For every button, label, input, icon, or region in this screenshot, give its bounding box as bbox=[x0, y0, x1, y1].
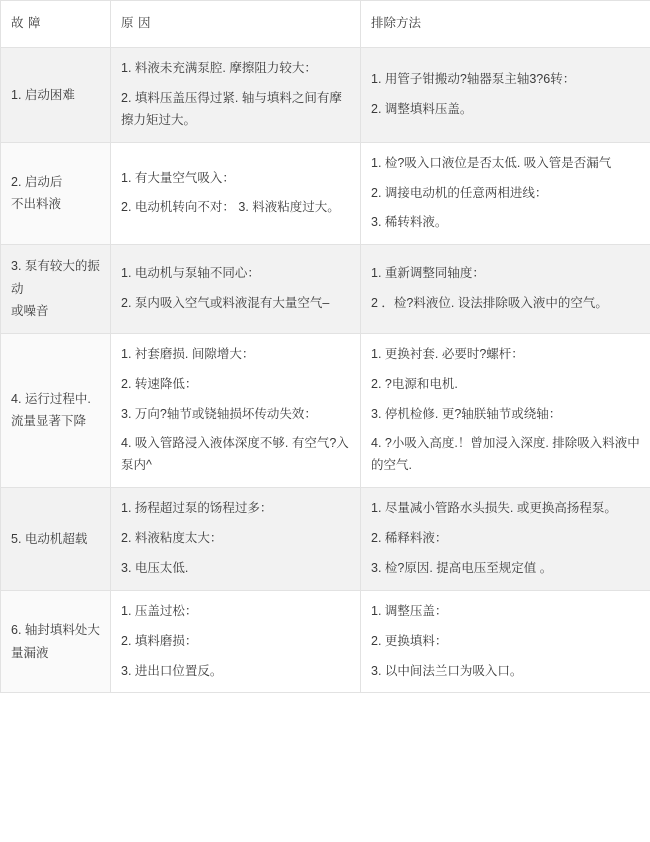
column-header-cause: 原 因 bbox=[111, 1, 361, 48]
fault-line: 4. 运行过程中. 流量显著下降 bbox=[11, 391, 91, 429]
cause-line: 4. 吸入管路浸入液体深度不够. 有空气?入泵内^ bbox=[121, 436, 349, 473]
remedy-line: 2. 调整填料压盖。 bbox=[371, 101, 473, 116]
cause-line: 1. 料液未充满泵腔. 摩擦阻力较大： bbox=[121, 61, 317, 75]
remedy-line: 2. 更换填料： bbox=[371, 633, 448, 648]
cause-line: 3. 进出口位置反。 bbox=[121, 663, 223, 678]
cell-fault bbox=[1, 488, 111, 591]
remedy-line: 3. 停机检修. 更?轴朕轴节或绕轴： bbox=[371, 406, 562, 421]
cause-line: 1. 电动机与泵轴不同心： bbox=[121, 266, 260, 281]
fault-line: 1. 启动困难 bbox=[11, 87, 75, 102]
table-row bbox=[1, 245, 650, 334]
cell-fault bbox=[1, 590, 111, 693]
remedy-line: 2. ?电源和电机. bbox=[371, 376, 458, 391]
fault-line: 或噪音 bbox=[11, 304, 49, 319]
fault-line: 不出料液 bbox=[11, 197, 62, 212]
cell-remedy bbox=[361, 488, 650, 591]
table-row bbox=[1, 48, 650, 143]
cell-fault bbox=[1, 333, 111, 487]
cause-line: 1. 衬套磨损. 间隙增大： bbox=[121, 346, 255, 361]
cause-line: 3. 电压太低. bbox=[121, 560, 189, 575]
cell-remedy bbox=[361, 333, 650, 487]
remedy-line: 1. 调整压盖： bbox=[371, 603, 448, 618]
cell-cause bbox=[111, 142, 361, 245]
cell-cause bbox=[111, 48, 361, 143]
column-header-remedy: 排除方法 bbox=[361, 1, 650, 48]
fault-line: 3. 泵有较大的振动 bbox=[11, 259, 100, 296]
cause-line: 3. 万向?轴节或铙轴损坏传动失效： bbox=[121, 406, 317, 421]
cause-line: 2. 填料压盖压得过紧. 轴与填料之间有摩擦力矩过大。 bbox=[121, 90, 342, 127]
cell-cause bbox=[111, 245, 361, 334]
remedy-line: 1. 更换衬套. 必要时?螺杆： bbox=[371, 346, 524, 361]
cause-line: 2. 泵内吸入空气或料液混有大量空气– bbox=[121, 296, 330, 310]
cause-line: 1. 扬程超过泵的饧程过多： bbox=[121, 501, 273, 516]
cell-cause bbox=[111, 590, 361, 693]
remedy-line: 1. 用管子钳搬动?轴器泵主轴3?6转： bbox=[371, 71, 576, 86]
remedy-line: 3. 检?原因. 提高电压至规定值 。 bbox=[371, 560, 553, 575]
cause-line: 2. 填料磨损： bbox=[121, 633, 198, 648]
cell-cause bbox=[111, 488, 361, 591]
remedy-line: 1. 尽量减小管路水头损失. 或更换高扬程泵。 bbox=[371, 501, 617, 516]
table-row bbox=[1, 142, 650, 245]
column-header-fault: 故 障 bbox=[1, 1, 111, 48]
remedy-line: 3. 以中间法兰口为吸入口。 bbox=[371, 663, 523, 678]
cell-remedy bbox=[361, 142, 650, 245]
remedy-line: 2. 调接电动机的任意两相进线： bbox=[371, 185, 548, 200]
cause-line: 2. 料液粘度太大： bbox=[121, 531, 223, 545]
table-row bbox=[1, 333, 650, 487]
table-header-row bbox=[1, 1, 650, 48]
remedy-line: 1. 检?吸入口液位是否太低. 吸入管是否漏气 bbox=[371, 155, 612, 170]
remedy-line: 3. 稀转料液。 bbox=[371, 215, 448, 230]
cell-fault bbox=[1, 142, 111, 245]
cell-fault bbox=[1, 48, 111, 143]
remedy-line: 2 ．检?料液位. 设法排除吸入液中的空气。 bbox=[371, 296, 608, 310]
cause-line: 2. 电动机转向不对： 3. 料液粘度过大。 bbox=[121, 200, 340, 215]
cell-cause bbox=[111, 333, 361, 487]
cause-line: 1. 有大量空气吸入： bbox=[121, 170, 235, 185]
table-row bbox=[1, 590, 650, 693]
fault-line: 2. 启动后 bbox=[11, 174, 63, 189]
fault-line: 6. 轴封填料处大量漏液 bbox=[11, 623, 100, 660]
cause-line: 2. 转速降低： bbox=[121, 376, 198, 391]
remedy-line: 4. ?小吸入高度.！曾加浸入深度. 排除吸入料液中的空气. bbox=[371, 436, 640, 473]
table-header bbox=[1, 1, 650, 48]
cell-remedy bbox=[361, 48, 650, 143]
remedy-line: 1. 重新调整同轴度： bbox=[371, 266, 485, 281]
cell-remedy bbox=[361, 245, 650, 334]
fault-line: 5. 电动机超载 bbox=[11, 531, 88, 546]
cause-line: 1. 压盖过松： bbox=[121, 603, 198, 618]
table-body bbox=[1, 48, 650, 693]
table-row bbox=[1, 488, 650, 591]
cell-fault bbox=[1, 245, 111, 334]
cell-remedy bbox=[361, 590, 650, 693]
remedy-line: 2. 稀释料液： bbox=[371, 531, 448, 545]
